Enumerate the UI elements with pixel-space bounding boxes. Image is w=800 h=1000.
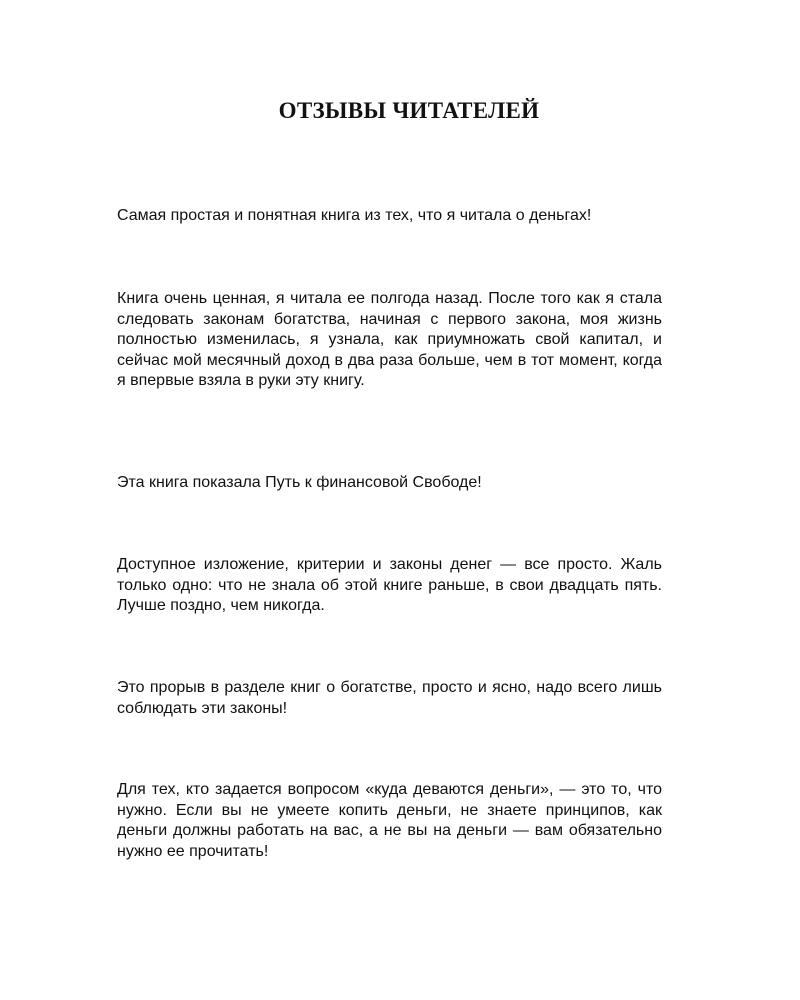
reader-review: Доступное изложение, критерии и законы денег — все просто. Жаль только одно: что не знала об этой книге раньше, в свои двадцать пять. Лучше поздно, чем никогда. [117, 556, 662, 615]
reader-review: Это прорыв в разделе книг о богатстве, просто и ясно, надо всего лишь соблюдать эти законы! [117, 679, 662, 717]
page-title: ОТЗЫВЫ ЧИТАТЕЛЕЙ [278, 98, 540, 123]
reader-review: Эта книга показала Путь к финансовой Свободе! [117, 474, 482, 491]
reader-review: Самая простая и понятная книга из тех, что я читала о деньгах! [117, 207, 592, 224]
reader-review: Для тех, кто задается вопросом «куда деваются деньги», — это то, что нужно. Если вы не умеете копить деньги, не знаете принципов, как деньги должны работать на вас, а не вы на деньги — вам обязательно нужно ее прочитать! [117, 781, 662, 860]
reader-review: Книга очень ценная, я читала ее полгода назад. После того как я стала следовать законам богатства, начиная с первого закона, моя жизнь полностью изменилась, я узнала, как приумножать свой капитал, и сейчас мой месячный доход в два раза больше, чем в тот момент, когда я впервые взяла в руки эту книгу. [117, 290, 662, 390]
